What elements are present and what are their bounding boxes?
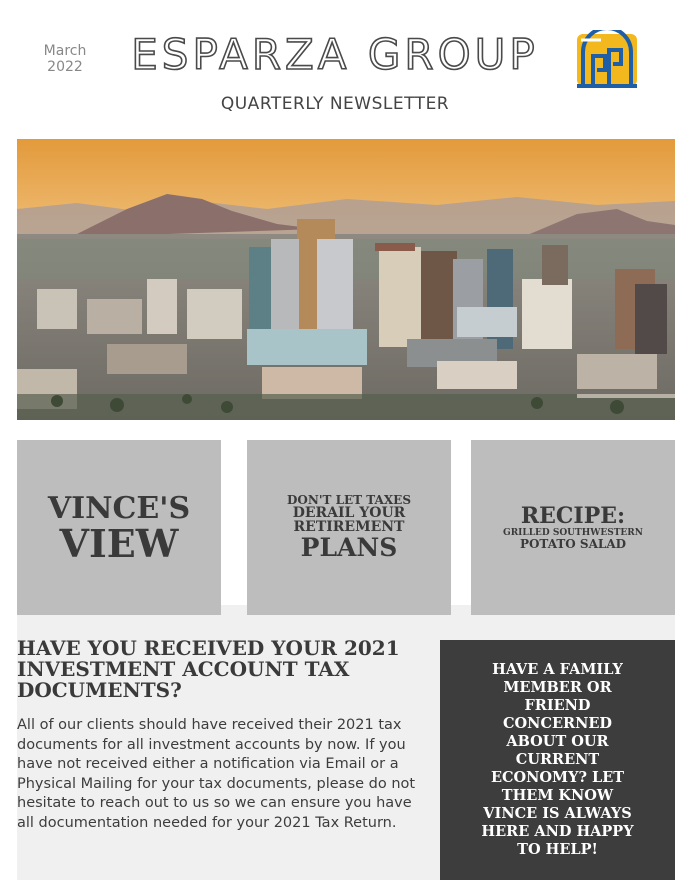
article-title: HAVE YOU RECEIVED YOUR 2021 INVESTMENT ACCOUNT TAX DOCUMENTS? [17, 636, 400, 702]
cta-box [440, 640, 675, 880]
tile-vinces-view[interactable] [17, 440, 221, 615]
tile-recipe-line3: POTATO SALAD [519, 537, 627, 551]
tile-retirement-line3: RETIREMENT [293, 519, 405, 535]
newsletter-subtitle: QUARTERLY NEWSLETTER [220, 94, 450, 114]
brand-title: ESPARZA GROUP [131, 30, 539, 79]
issue-year: 2022 [47, 59, 83, 75]
esparza-logo-icon [575, 30, 639, 90]
hero-skyline-image [17, 139, 675, 420]
tile-recipe-line1: RECIPE: [520, 503, 626, 529]
tile-retirement-line4: PLANS [300, 533, 398, 562]
tile-vinces-view-line1: VINCE'S [47, 490, 191, 526]
tile-retirement-line1: DON'T LET TAXES [286, 493, 411, 507]
cta-text: HAVE A FAMILY MEMBER OR FRIEND CONCERNED ABOUT OUR CURRENT ECONOMY? LET THEM KNOW VINCE IS ALWAYS HERE AND HAPPY TO HELP! [481, 661, 634, 858]
tile-vinces-view-line2: VIEW [59, 520, 179, 566]
tile-recipe-line2: GRILLED SOUTHWESTERN [503, 528, 643, 538]
issue-month: March [43, 43, 87, 59]
issue-date [30, 43, 100, 75]
tile-recipe[interactable] [471, 440, 675, 615]
tile-retirement-line2: DERAIL YOUR [292, 505, 406, 521]
article-body: All of our clients should have received their 2021 tax documents for all investment accounts by now. If you have not received either a notification via Email or a Physical Mailing for your tax documents, please do not hesitate to reach out to us so we can ensure you have all documentation needed for your 2021 Tax Return. [17, 717, 416, 831]
tile-retirement-taxes[interactable] [247, 440, 451, 615]
